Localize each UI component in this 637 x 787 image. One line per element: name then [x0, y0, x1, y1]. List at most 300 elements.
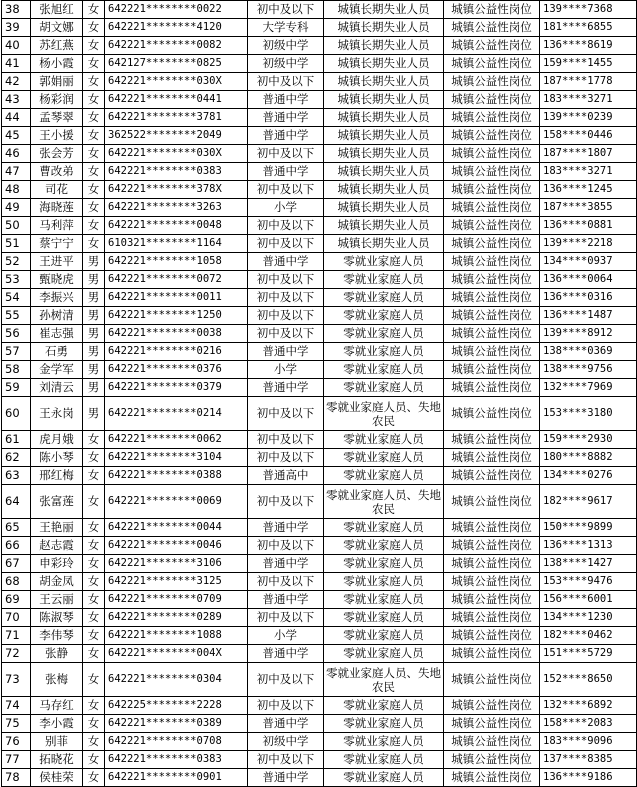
table-row — [2, 91, 637, 109]
phone-number: 138****9756 — [540, 361, 637, 379]
personnel-category: 零就业家庭人员 — [324, 271, 444, 289]
education: 普通中学 — [248, 127, 324, 145]
person-name: 刘清云 — [31, 379, 83, 397]
person-name: 金学军 — [31, 361, 83, 379]
id-number: 642221********030X — [105, 145, 248, 163]
gender: 女 — [83, 733, 105, 751]
personnel-category: 零就业家庭人员 — [324, 697, 444, 715]
phone-number: 132****7969 — [540, 379, 637, 397]
personnel-category: 零就业家庭人员 — [324, 361, 444, 379]
post-type: 城镇公益性岗位 — [444, 519, 540, 537]
id-number: 642221********3106 — [105, 555, 248, 573]
personnel-category: 零就业家庭人员 — [324, 591, 444, 609]
table-row — [2, 537, 637, 555]
phone-number: 152****8650 — [540, 663, 637, 697]
education: 初中及以下 — [248, 145, 324, 163]
phone-number: 138****0369 — [540, 343, 637, 361]
post-type: 城镇公益性岗位 — [444, 325, 540, 343]
phone-number: 136****1313 — [540, 537, 637, 555]
person-name: 蔡宁宁 — [31, 235, 83, 253]
phone-number: 138****1427 — [540, 555, 637, 573]
row-number: 50 — [2, 217, 31, 235]
table-row — [2, 127, 637, 145]
education: 普通中学 — [248, 253, 324, 271]
personnel-category: 城镇长期失业人员 — [324, 127, 444, 145]
education: 初中及以下 — [248, 485, 324, 519]
id-number: 642221********004X — [105, 645, 248, 663]
table-row — [2, 145, 637, 163]
row-number: 58 — [2, 361, 31, 379]
personnel-category: 零就业家庭人员 — [324, 609, 444, 627]
education: 初中及以下 — [248, 217, 324, 235]
personnel-category: 城镇长期失业人员 — [324, 19, 444, 37]
person-name: 海晓莲 — [31, 199, 83, 217]
post-type: 城镇公益性岗位 — [444, 1, 540, 19]
gender: 女 — [83, 519, 105, 537]
post-type: 城镇公益性岗位 — [444, 253, 540, 271]
education: 初中及以下 — [248, 181, 324, 199]
id-number: 642221********0388 — [105, 467, 248, 485]
id-number: 362522********2049 — [105, 127, 248, 145]
person-name: 曹改弟 — [31, 163, 83, 181]
post-type: 城镇公益性岗位 — [444, 467, 540, 485]
personnel-category: 城镇长期失业人员 — [324, 37, 444, 55]
person-name: 陈淑琴 — [31, 609, 83, 627]
table-row — [2, 555, 637, 573]
id-number: 642221********0214 — [105, 397, 248, 431]
education: 初中及以下 — [248, 73, 324, 91]
personnel-category: 城镇长期失业人员 — [324, 199, 444, 217]
person-name: 拓晓花 — [31, 751, 83, 769]
table-row — [2, 769, 637, 787]
row-number: 53 — [2, 271, 31, 289]
table-row — [2, 485, 637, 519]
education: 普通中学 — [248, 343, 324, 361]
gender: 女 — [83, 573, 105, 591]
id-number: 642221********0709 — [105, 591, 248, 609]
row-number: 72 — [2, 645, 31, 663]
post-type: 城镇公益性岗位 — [444, 343, 540, 361]
phone-number: 136****0316 — [540, 289, 637, 307]
row-number: 74 — [2, 697, 31, 715]
table-row — [2, 73, 637, 91]
row-number: 71 — [2, 627, 31, 645]
table-row — [2, 199, 637, 217]
post-type: 城镇公益性岗位 — [444, 19, 540, 37]
id-number: 642221********0048 — [105, 217, 248, 235]
row-number: 52 — [2, 253, 31, 271]
post-type: 城镇公益性岗位 — [444, 397, 540, 431]
id-number: 642221********0708 — [105, 733, 248, 751]
table-row — [2, 609, 637, 627]
phone-number: 187****1807 — [540, 145, 637, 163]
phone-number: 136****9186 — [540, 769, 637, 787]
person-name: 别菲 — [31, 733, 83, 751]
table-row — [2, 37, 637, 55]
person-name: 张梅 — [31, 663, 83, 697]
personnel-category: 零就业家庭人员、失地农民 — [324, 663, 444, 697]
gender: 女 — [83, 73, 105, 91]
personnel-category: 零就业家庭人员 — [324, 627, 444, 645]
post-type: 城镇公益性岗位 — [444, 431, 540, 449]
person-name: 赵志霞 — [31, 537, 83, 555]
phone-number: 136****0881 — [540, 217, 637, 235]
education: 初中及以下 — [248, 663, 324, 697]
phone-number: 139****8912 — [540, 325, 637, 343]
person-name: 王小援 — [31, 127, 83, 145]
gender: 女 — [83, 697, 105, 715]
personnel-category: 零就业家庭人员 — [324, 449, 444, 467]
post-type: 城镇公益性岗位 — [444, 645, 540, 663]
phone-number: 159****1455 — [540, 55, 637, 73]
id-number: 642221********0216 — [105, 343, 248, 361]
id-number: 642221********0069 — [105, 485, 248, 519]
education: 普通高中 — [248, 467, 324, 485]
post-type: 城镇公益性岗位 — [444, 199, 540, 217]
personnel-category: 零就业家庭人员 — [324, 325, 444, 343]
post-type: 城镇公益性岗位 — [444, 109, 540, 127]
row-number: 45 — [2, 127, 31, 145]
post-type: 城镇公益性岗位 — [444, 361, 540, 379]
phone-number: 187****1778 — [540, 73, 637, 91]
id-number: 642221********3263 — [105, 199, 248, 217]
education: 初中及以下 — [248, 325, 324, 343]
row-number: 51 — [2, 235, 31, 253]
gender: 女 — [83, 663, 105, 697]
row-number: 65 — [2, 519, 31, 537]
gender: 男 — [83, 325, 105, 343]
education: 初中及以下 — [248, 235, 324, 253]
education: 普通中学 — [248, 555, 324, 573]
gender: 女 — [83, 145, 105, 163]
education: 普通中学 — [248, 163, 324, 181]
person-name: 胡文娜 — [31, 19, 83, 37]
table-row — [2, 733, 637, 751]
phone-number: 151****5729 — [540, 645, 637, 663]
education: 初中及以下 — [248, 537, 324, 555]
education: 初级中学 — [248, 733, 324, 751]
phone-number: 187****3855 — [540, 199, 637, 217]
table-row — [2, 627, 637, 645]
gender: 女 — [83, 751, 105, 769]
id-number: 642225********2228 — [105, 697, 248, 715]
gender: 男 — [83, 253, 105, 271]
phone-number: 136****0064 — [540, 271, 637, 289]
row-number: 70 — [2, 609, 31, 627]
person-name: 张旭红 — [31, 1, 83, 19]
row-number: 77 — [2, 751, 31, 769]
gender: 女 — [83, 769, 105, 787]
id-number: 642221********0304 — [105, 663, 248, 697]
personnel-category: 城镇长期失业人员 — [324, 145, 444, 163]
id-number: 642221********3125 — [105, 573, 248, 591]
education: 初中及以下 — [248, 1, 324, 19]
table-row — [2, 397, 637, 431]
id-number: 642221********0376 — [105, 361, 248, 379]
table-row — [2, 1, 637, 19]
phone-number: 139****2218 — [540, 235, 637, 253]
gender: 女 — [83, 1, 105, 19]
person-name: 孙树清 — [31, 307, 83, 325]
person-name: 王永岗 — [31, 397, 83, 431]
id-number: 642221********0072 — [105, 271, 248, 289]
table-row — [2, 19, 637, 37]
gender: 女 — [83, 645, 105, 663]
education: 初中及以下 — [248, 307, 324, 325]
education: 普通中学 — [248, 769, 324, 787]
table-row — [2, 751, 637, 769]
id-number: 610321********1164 — [105, 235, 248, 253]
post-type: 城镇公益性岗位 — [444, 627, 540, 645]
personnel-category: 零就业家庭人员 — [324, 519, 444, 537]
person-name: 李振兴 — [31, 289, 83, 307]
table-row — [2, 109, 637, 127]
table-row — [2, 235, 637, 253]
person-name: 马存红 — [31, 697, 83, 715]
post-type: 城镇公益性岗位 — [444, 555, 540, 573]
education: 初中及以下 — [248, 397, 324, 431]
personnel-table — [1, 0, 637, 787]
post-type: 城镇公益性岗位 — [444, 485, 540, 519]
personnel-category: 城镇长期失业人员 — [324, 235, 444, 253]
id-number: 642221********1088 — [105, 627, 248, 645]
gender: 女 — [83, 715, 105, 733]
gender: 女 — [83, 555, 105, 573]
table-row — [2, 181, 637, 199]
person-name: 李小霞 — [31, 715, 83, 733]
post-type: 城镇公益性岗位 — [444, 163, 540, 181]
personnel-category: 城镇长期失业人员 — [324, 91, 444, 109]
table-row — [2, 325, 637, 343]
table-row — [2, 591, 637, 609]
post-type: 城镇公益性岗位 — [444, 55, 540, 73]
person-name: 郭娟丽 — [31, 73, 83, 91]
phone-number: 134****1230 — [540, 609, 637, 627]
table-row — [2, 663, 637, 697]
gender: 男 — [83, 397, 105, 431]
education: 普通中学 — [248, 519, 324, 537]
table-row — [2, 467, 637, 485]
row-number: 41 — [2, 55, 31, 73]
post-type: 城镇公益性岗位 — [444, 271, 540, 289]
phone-number: 153****3180 — [540, 397, 637, 431]
post-type: 城镇公益性岗位 — [444, 733, 540, 751]
post-type: 城镇公益性岗位 — [444, 663, 540, 697]
phone-number: 134****0937 — [540, 253, 637, 271]
education: 初中及以下 — [248, 431, 324, 449]
person-name: 张富莲 — [31, 485, 83, 519]
phone-number: 137****8385 — [540, 751, 637, 769]
row-number: 49 — [2, 199, 31, 217]
id-number: 642221********0082 — [105, 37, 248, 55]
education: 普通中学 — [248, 591, 324, 609]
row-number: 46 — [2, 145, 31, 163]
row-number: 63 — [2, 467, 31, 485]
education: 初中及以下 — [248, 271, 324, 289]
table-row — [2, 361, 637, 379]
table-row — [2, 697, 637, 715]
personnel-category: 零就业家庭人员 — [324, 253, 444, 271]
person-name: 杨小霞 — [31, 55, 83, 73]
table-row — [2, 289, 637, 307]
phone-number: 139****0239 — [540, 109, 637, 127]
id-number: 642221********1250 — [105, 307, 248, 325]
person-name: 李伟琴 — [31, 627, 83, 645]
table-body — [2, 1, 637, 787]
post-type: 城镇公益性岗位 — [444, 37, 540, 55]
gender: 女 — [83, 163, 105, 181]
person-name: 张静 — [31, 645, 83, 663]
gender: 女 — [83, 235, 105, 253]
phone-number: 158****2083 — [540, 715, 637, 733]
post-type: 城镇公益性岗位 — [444, 217, 540, 235]
post-type: 城镇公益性岗位 — [444, 91, 540, 109]
table-row — [2, 573, 637, 591]
post-type: 城镇公益性岗位 — [444, 751, 540, 769]
education: 初级中学 — [248, 37, 324, 55]
gender: 男 — [83, 343, 105, 361]
post-type: 城镇公益性岗位 — [444, 235, 540, 253]
person-name: 甄晓虎 — [31, 271, 83, 289]
phone-number: 180****8882 — [540, 449, 637, 467]
table-row — [2, 253, 637, 271]
person-name: 胡金凤 — [31, 573, 83, 591]
personnel-category: 零就业家庭人员 — [324, 733, 444, 751]
id-number: 642221********1058 — [105, 253, 248, 271]
personnel-category: 零就业家庭人员 — [324, 537, 444, 555]
id-number: 642221********0062 — [105, 431, 248, 449]
row-number: 39 — [2, 19, 31, 37]
id-number: 642221********030X — [105, 73, 248, 91]
id-number: 642221********378X — [105, 181, 248, 199]
gender: 男 — [83, 289, 105, 307]
gender: 女 — [83, 55, 105, 73]
id-number: 642127********0825 — [105, 55, 248, 73]
id-number: 642221********0901 — [105, 769, 248, 787]
person-name: 苏红燕 — [31, 37, 83, 55]
person-name: 虎月娥 — [31, 431, 83, 449]
table-row — [2, 715, 637, 733]
gender: 女 — [83, 537, 105, 555]
personnel-category: 零就业家庭人员 — [324, 379, 444, 397]
education: 初级中学 — [248, 55, 324, 73]
table-row — [2, 307, 637, 325]
row-number: 67 — [2, 555, 31, 573]
education: 普通中学 — [248, 715, 324, 733]
gender: 女 — [83, 627, 105, 645]
gender: 女 — [83, 449, 105, 467]
post-type: 城镇公益性岗位 — [444, 379, 540, 397]
person-name: 杨彩润 — [31, 91, 83, 109]
gender: 女 — [83, 127, 105, 145]
id-number: 642221********0038 — [105, 325, 248, 343]
post-type: 城镇公益性岗位 — [444, 73, 540, 91]
phone-number: 182****0462 — [540, 627, 637, 645]
post-type: 城镇公益性岗位 — [444, 145, 540, 163]
post-type: 城镇公益性岗位 — [444, 715, 540, 733]
id-number: 642221********0379 — [105, 379, 248, 397]
personnel-category: 零就业家庭人员 — [324, 289, 444, 307]
row-number: 48 — [2, 181, 31, 199]
row-number: 73 — [2, 663, 31, 697]
personnel-category: 零就业家庭人员、失地农民 — [324, 397, 444, 431]
row-number: 44 — [2, 109, 31, 127]
row-number: 66 — [2, 537, 31, 555]
person-name: 王云丽 — [31, 591, 83, 609]
row-number: 75 — [2, 715, 31, 733]
table-row — [2, 271, 637, 289]
gender: 女 — [83, 591, 105, 609]
id-number: 642221********4120 — [105, 19, 248, 37]
gender: 女 — [83, 37, 105, 55]
gender: 女 — [83, 181, 105, 199]
id-number: 642221********0441 — [105, 91, 248, 109]
personnel-category: 城镇长期失业人员 — [324, 1, 444, 19]
row-number: 78 — [2, 769, 31, 787]
row-number: 47 — [2, 163, 31, 181]
personnel-category: 零就业家庭人员 — [324, 715, 444, 733]
education: 初中及以下 — [248, 697, 324, 715]
post-type: 城镇公益性岗位 — [444, 127, 540, 145]
id-number: 642221********0046 — [105, 537, 248, 555]
personnel-category: 城镇长期失业人员 — [324, 73, 444, 91]
phone-number: 136****8619 — [540, 37, 637, 55]
row-number: 56 — [2, 325, 31, 343]
post-type: 城镇公益性岗位 — [444, 591, 540, 609]
table-row — [2, 55, 637, 73]
id-number: 642221********0383 — [105, 163, 248, 181]
row-number: 64 — [2, 485, 31, 519]
post-type: 城镇公益性岗位 — [444, 769, 540, 787]
id-number: 642221********3781 — [105, 109, 248, 127]
person-name: 陈小琴 — [31, 449, 83, 467]
row-number: 61 — [2, 431, 31, 449]
row-number: 43 — [2, 91, 31, 109]
post-type: 城镇公益性岗位 — [444, 537, 540, 555]
id-number: 642221********3104 — [105, 449, 248, 467]
phone-number: 183****3271 — [540, 91, 637, 109]
personnel-category: 城镇长期失业人员 — [324, 217, 444, 235]
row-number: 55 — [2, 307, 31, 325]
person-name: 王艳丽 — [31, 519, 83, 537]
post-type: 城镇公益性岗位 — [444, 449, 540, 467]
person-name: 孟琴翠 — [31, 109, 83, 127]
gender: 男 — [83, 271, 105, 289]
person-name: 申彩玲 — [31, 555, 83, 573]
phone-number: 136****1487 — [540, 307, 637, 325]
person-name: 马利萍 — [31, 217, 83, 235]
education: 普通中学 — [248, 109, 324, 127]
phone-number: 134****0276 — [540, 467, 637, 485]
person-name: 石勇 — [31, 343, 83, 361]
person-name: 司花 — [31, 181, 83, 199]
phone-number: 150****9899 — [540, 519, 637, 537]
education: 小学 — [248, 361, 324, 379]
education: 初中及以下 — [248, 609, 324, 627]
phone-number: 159****2930 — [540, 431, 637, 449]
table-row — [2, 217, 637, 235]
post-type: 城镇公益性岗位 — [444, 307, 540, 325]
row-number: 42 — [2, 73, 31, 91]
personnel-category: 零就业家庭人员 — [324, 769, 444, 787]
personnel-category: 城镇长期失业人员 — [324, 163, 444, 181]
education: 初中及以下 — [248, 289, 324, 307]
table-row — [2, 449, 637, 467]
gender: 女 — [83, 431, 105, 449]
gender: 女 — [83, 19, 105, 37]
gender: 女 — [83, 199, 105, 217]
phone-number: 183****3271 — [540, 163, 637, 181]
